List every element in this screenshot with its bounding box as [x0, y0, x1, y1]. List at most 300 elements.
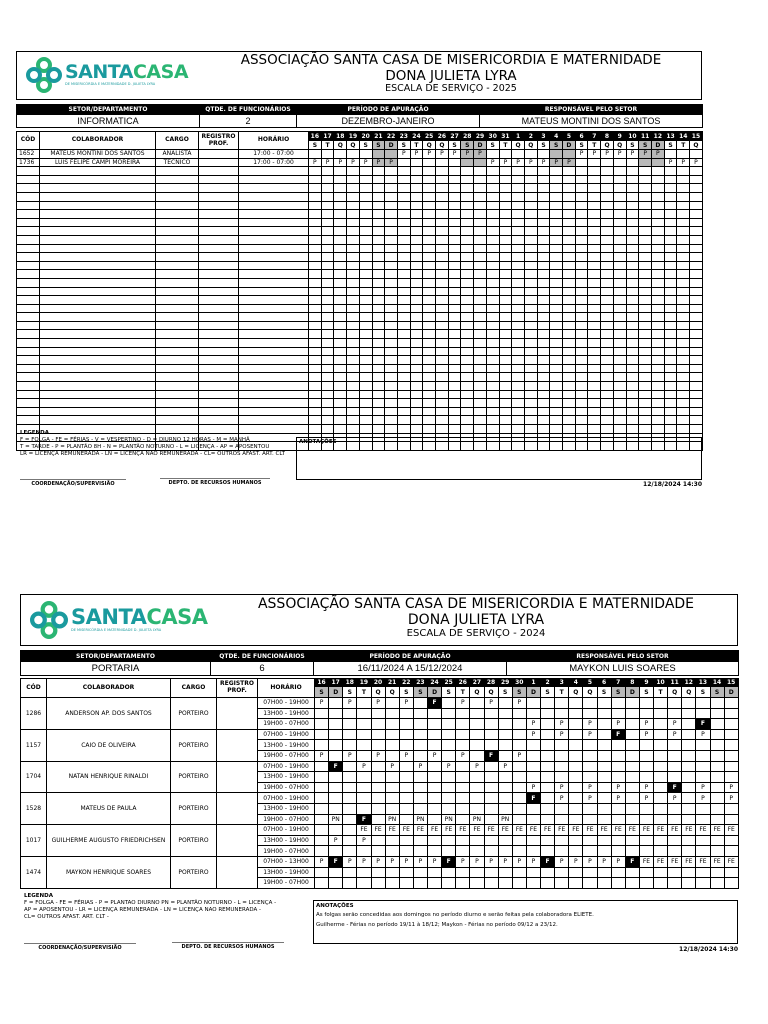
- empty-cell[interactable]: [239, 270, 309, 279]
- empty-cell[interactable]: [423, 184, 436, 193]
- empty-cell[interactable]: [40, 253, 156, 262]
- empty-cell[interactable]: [199, 192, 239, 201]
- schedule-cell[interactable]: [428, 782, 442, 793]
- empty-cell[interactable]: [40, 296, 156, 305]
- schedule-cell[interactable]: [710, 782, 724, 793]
- schedule-cell[interactable]: F: [329, 761, 343, 772]
- empty-cell[interactable]: [664, 313, 677, 322]
- schedule-cell[interactable]: [526, 867, 540, 878]
- schedule-cell[interactable]: [357, 772, 371, 783]
- empty-cell[interactable]: [575, 407, 588, 416]
- schedule-cell[interactable]: [682, 803, 696, 814]
- schedule-cell[interactable]: [309, 150, 322, 159]
- empty-cell[interactable]: [550, 304, 563, 313]
- empty-cell[interactable]: [588, 321, 601, 330]
- empty-cell[interactable]: [334, 382, 347, 391]
- schedule-cell[interactable]: [569, 803, 583, 814]
- schedule-cell[interactable]: [399, 719, 413, 730]
- empty-cell[interactable]: [499, 390, 512, 399]
- schedule-cell[interactable]: [611, 761, 625, 772]
- empty-cell[interactable]: [588, 425, 601, 434]
- schedule-cell[interactable]: [668, 772, 682, 783]
- schedule-cell[interactable]: [696, 708, 710, 719]
- empty-cell[interactable]: [575, 313, 588, 322]
- empty-cell[interactable]: [372, 425, 385, 434]
- schedule-cell[interactable]: [690, 150, 703, 159]
- empty-cell[interactable]: [575, 296, 588, 305]
- empty-cell[interactable]: [334, 227, 347, 236]
- empty-cell[interactable]: [423, 253, 436, 262]
- empty-cell[interactable]: [601, 244, 614, 253]
- empty-cell[interactable]: [499, 218, 512, 227]
- empty-cell[interactable]: [499, 416, 512, 425]
- schedule-cell[interactable]: [541, 761, 555, 772]
- empty-cell[interactable]: [199, 167, 239, 176]
- empty-cell[interactable]: [372, 235, 385, 244]
- schedule-cell[interactable]: [329, 867, 343, 878]
- empty-cell[interactable]: [359, 347, 372, 356]
- empty-cell[interactable]: [664, 364, 677, 373]
- schedule-cell[interactable]: FE: [413, 825, 427, 836]
- schedule-cell[interactable]: [385, 719, 399, 730]
- empty-cell[interactable]: [474, 227, 487, 236]
- schedule-cell[interactable]: [428, 719, 442, 730]
- schedule-cell[interactable]: [654, 698, 668, 709]
- schedule-cell[interactable]: [484, 867, 498, 878]
- empty-cell[interactable]: [40, 313, 156, 322]
- empty-cell[interactable]: [613, 373, 626, 382]
- schedule-cell[interactable]: P: [321, 158, 334, 167]
- schedule-cell[interactable]: P: [456, 698, 470, 709]
- empty-cell[interactable]: [410, 227, 423, 236]
- schedule-cell[interactable]: [456, 719, 470, 730]
- schedule-cell[interactable]: [470, 793, 484, 804]
- schedule-cell[interactable]: [512, 761, 526, 772]
- schedule-cell[interactable]: FE: [569, 825, 583, 836]
- empty-cell[interactable]: [601, 407, 614, 416]
- empty-cell[interactable]: [651, 235, 664, 244]
- empty-cell[interactable]: [321, 270, 334, 279]
- empty-cell[interactable]: [677, 321, 690, 330]
- schedule-cell[interactable]: FE: [357, 825, 371, 836]
- empty-cell[interactable]: [524, 261, 537, 270]
- schedule-cell[interactable]: FE: [597, 825, 611, 836]
- empty-cell[interactable]: [410, 296, 423, 305]
- empty-cell[interactable]: [664, 382, 677, 391]
- schedule-cell[interactable]: F: [668, 782, 682, 793]
- schedule-cell[interactable]: P: [639, 729, 653, 740]
- empty-cell[interactable]: [239, 244, 309, 253]
- schedule-cell[interactable]: [470, 750, 484, 761]
- empty-cell[interactable]: [239, 339, 309, 348]
- schedule-cell[interactable]: P: [526, 719, 540, 730]
- empty-cell[interactable]: [410, 184, 423, 193]
- schedule-cell[interactable]: [682, 835, 696, 846]
- empty-cell[interactable]: [563, 339, 576, 348]
- empty-cell[interactable]: [486, 278, 499, 287]
- schedule-cell[interactable]: [470, 729, 484, 740]
- schedule-cell[interactable]: [541, 698, 555, 709]
- empty-cell[interactable]: [17, 390, 40, 399]
- empty-cell[interactable]: [537, 278, 550, 287]
- schedule-cell[interactable]: [639, 708, 653, 719]
- schedule-cell[interactable]: [484, 761, 498, 772]
- schedule-cell[interactable]: [724, 729, 738, 740]
- empty-cell[interactable]: [448, 278, 461, 287]
- schedule-cell[interactable]: [541, 772, 555, 783]
- schedule-cell[interactable]: F: [625, 856, 639, 867]
- empty-cell[interactable]: [436, 347, 449, 356]
- empty-cell[interactable]: [359, 175, 372, 184]
- empty-cell[interactable]: [436, 244, 449, 253]
- empty-cell[interactable]: [651, 270, 664, 279]
- schedule-cell[interactable]: [583, 750, 597, 761]
- empty-cell[interactable]: [524, 175, 537, 184]
- empty-cell[interactable]: [385, 356, 398, 365]
- schedule-cell[interactable]: [710, 729, 724, 740]
- schedule-cell[interactable]: [413, 729, 427, 740]
- empty-cell[interactable]: [677, 296, 690, 305]
- empty-cell[interactable]: [199, 296, 239, 305]
- empty-cell[interactable]: [601, 287, 614, 296]
- schedule-cell[interactable]: [334, 150, 347, 159]
- empty-cell[interactable]: [199, 321, 239, 330]
- empty-cell[interactable]: [563, 167, 576, 176]
- empty-cell[interactable]: [512, 339, 525, 348]
- empty-cell[interactable]: [550, 390, 563, 399]
- empty-cell[interactable]: [575, 261, 588, 270]
- schedule-cell[interactable]: [611, 835, 625, 846]
- empty-cell[interactable]: [626, 210, 639, 219]
- empty-cell[interactable]: [436, 425, 449, 434]
- empty-cell[interactable]: [651, 330, 664, 339]
- schedule-cell[interactable]: [371, 835, 385, 846]
- empty-cell[interactable]: [321, 399, 334, 408]
- empty-cell[interactable]: [199, 201, 239, 210]
- empty-cell[interactable]: [199, 253, 239, 262]
- empty-cell[interactable]: [436, 287, 449, 296]
- empty-cell[interactable]: [550, 210, 563, 219]
- empty-cell[interactable]: [601, 184, 614, 193]
- empty-cell[interactable]: [474, 373, 487, 382]
- schedule-cell[interactable]: P: [611, 793, 625, 804]
- empty-cell[interactable]: [588, 210, 601, 219]
- schedule-cell[interactable]: [597, 878, 611, 889]
- empty-cell[interactable]: [156, 227, 199, 236]
- empty-cell[interactable]: [17, 210, 40, 219]
- empty-cell[interactable]: [199, 356, 239, 365]
- empty-cell[interactable]: [309, 390, 322, 399]
- schedule-cell[interactable]: P: [664, 158, 677, 167]
- empty-cell[interactable]: [486, 192, 499, 201]
- empty-cell[interactable]: [601, 227, 614, 236]
- empty-cell[interactable]: [156, 235, 199, 244]
- empty-cell[interactable]: [550, 218, 563, 227]
- schedule-cell[interactable]: [569, 867, 583, 878]
- empty-cell[interactable]: [537, 253, 550, 262]
- schedule-cell[interactable]: [329, 719, 343, 730]
- empty-cell[interactable]: [17, 321, 40, 330]
- empty-cell[interactable]: [563, 330, 576, 339]
- empty-cell[interactable]: [199, 347, 239, 356]
- empty-cell[interactable]: [626, 356, 639, 365]
- schedule-cell[interactable]: FE: [710, 856, 724, 867]
- empty-cell[interactable]: [601, 321, 614, 330]
- schedule-cell[interactable]: [639, 835, 653, 846]
- empty-cell[interactable]: [563, 407, 576, 416]
- empty-cell[interactable]: [664, 278, 677, 287]
- schedule-cell[interactable]: [611, 772, 625, 783]
- empty-cell[interactable]: [486, 313, 499, 322]
- schedule-cell[interactable]: [512, 740, 526, 751]
- empty-cell[interactable]: [309, 167, 322, 176]
- empty-cell[interactable]: [626, 167, 639, 176]
- empty-cell[interactable]: [359, 218, 372, 227]
- empty-cell[interactable]: [156, 270, 199, 279]
- empty-cell[interactable]: [639, 270, 652, 279]
- empty-cell[interactable]: [639, 416, 652, 425]
- schedule-cell[interactable]: [682, 793, 696, 804]
- schedule-cell[interactable]: [668, 867, 682, 878]
- empty-cell[interactable]: [512, 235, 525, 244]
- empty-cell[interactable]: [436, 201, 449, 210]
- empty-cell[interactable]: [372, 287, 385, 296]
- empty-cell[interactable]: [575, 416, 588, 425]
- empty-cell[interactable]: [436, 373, 449, 382]
- schedule-cell[interactable]: [357, 793, 371, 804]
- schedule-cell[interactable]: P: [410, 150, 423, 159]
- empty-cell[interactable]: [17, 347, 40, 356]
- empty-cell[interactable]: [448, 201, 461, 210]
- schedule-cell[interactable]: [385, 793, 399, 804]
- empty-cell[interactable]: [239, 218, 309, 227]
- schedule-cell[interactable]: [456, 835, 470, 846]
- empty-cell[interactable]: [461, 347, 474, 356]
- empty-cell[interactable]: [359, 201, 372, 210]
- empty-cell[interactable]: [664, 244, 677, 253]
- empty-cell[interactable]: [524, 287, 537, 296]
- empty-cell[interactable]: [537, 407, 550, 416]
- empty-cell[interactable]: [423, 313, 436, 322]
- schedule-cell[interactable]: [583, 740, 597, 751]
- empty-cell[interactable]: [651, 390, 664, 399]
- empty-cell[interactable]: [321, 167, 334, 176]
- schedule-cell[interactable]: [625, 814, 639, 825]
- empty-cell[interactable]: [474, 184, 487, 193]
- empty-cell[interactable]: [512, 347, 525, 356]
- empty-cell[interactable]: [677, 407, 690, 416]
- empty-cell[interactable]: [486, 373, 499, 382]
- empty-cell[interactable]: [448, 356, 461, 365]
- schedule-cell[interactable]: P: [385, 856, 399, 867]
- empty-cell[interactable]: [677, 261, 690, 270]
- empty-cell[interactable]: [156, 304, 199, 313]
- empty-cell[interactable]: [626, 321, 639, 330]
- empty-cell[interactable]: [601, 235, 614, 244]
- schedule-cell[interactable]: [611, 708, 625, 719]
- empty-cell[interactable]: [359, 192, 372, 201]
- schedule-cell[interactable]: P: [371, 698, 385, 709]
- empty-cell[interactable]: [639, 184, 652, 193]
- schedule-cell[interactable]: FE: [668, 856, 682, 867]
- empty-cell[interactable]: [40, 304, 156, 313]
- empty-cell[interactable]: [639, 356, 652, 365]
- empty-cell[interactable]: [563, 347, 576, 356]
- schedule-cell[interactable]: FE: [512, 825, 526, 836]
- empty-cell[interactable]: [423, 296, 436, 305]
- empty-cell[interactable]: [461, 425, 474, 434]
- empty-cell[interactable]: [486, 321, 499, 330]
- schedule-cell[interactable]: [625, 793, 639, 804]
- empty-cell[interactable]: [461, 201, 474, 210]
- empty-cell[interactable]: [601, 175, 614, 184]
- empty-cell[interactable]: [499, 373, 512, 382]
- empty-cell[interactable]: [474, 244, 487, 253]
- empty-cell[interactable]: [613, 287, 626, 296]
- empty-cell[interactable]: [524, 330, 537, 339]
- schedule-cell[interactable]: P: [347, 158, 360, 167]
- empty-cell[interactable]: [626, 373, 639, 382]
- schedule-cell[interactable]: [428, 835, 442, 846]
- empty-cell[interactable]: [512, 321, 525, 330]
- empty-cell[interactable]: [156, 416, 199, 425]
- empty-cell[interactable]: [664, 201, 677, 210]
- empty-cell[interactable]: [397, 304, 410, 313]
- schedule-cell[interactable]: [442, 867, 456, 878]
- schedule-cell[interactable]: [526, 750, 540, 761]
- empty-cell[interactable]: [537, 347, 550, 356]
- empty-cell[interactable]: [309, 218, 322, 227]
- schedule-cell[interactable]: P: [436, 150, 449, 159]
- empty-cell[interactable]: [550, 192, 563, 201]
- empty-cell[interactable]: [563, 373, 576, 382]
- empty-cell[interactable]: [512, 416, 525, 425]
- empty-cell[interactable]: [17, 261, 40, 270]
- schedule-cell[interactable]: F: [442, 856, 456, 867]
- empty-cell[interactable]: [639, 244, 652, 253]
- schedule-cell[interactable]: P: [668, 719, 682, 730]
- schedule-cell[interactable]: [456, 793, 470, 804]
- empty-cell[interactable]: [588, 270, 601, 279]
- schedule-cell[interactable]: [541, 846, 555, 857]
- schedule-cell[interactable]: [526, 803, 540, 814]
- schedule-cell[interactable]: [710, 846, 724, 857]
- schedule-cell[interactable]: [541, 878, 555, 889]
- empty-cell[interactable]: [588, 192, 601, 201]
- empty-cell[interactable]: [17, 244, 40, 253]
- empty-cell[interactable]: [677, 270, 690, 279]
- schedule-cell[interactable]: [413, 846, 427, 857]
- empty-cell[interactable]: [575, 339, 588, 348]
- empty-cell[interactable]: [626, 227, 639, 236]
- empty-cell[interactable]: [461, 184, 474, 193]
- empty-cell[interactable]: [321, 321, 334, 330]
- empty-cell[interactable]: [626, 382, 639, 391]
- schedule-cell[interactable]: [639, 867, 653, 878]
- empty-cell[interactable]: [385, 192, 398, 201]
- empty-cell[interactable]: [524, 407, 537, 416]
- empty-cell[interactable]: [436, 339, 449, 348]
- empty-cell[interactable]: [512, 253, 525, 262]
- empty-cell[interactable]: [423, 382, 436, 391]
- schedule-cell[interactable]: [682, 814, 696, 825]
- empty-cell[interactable]: [359, 321, 372, 330]
- schedule-cell[interactable]: [696, 761, 710, 772]
- empty-cell[interactable]: [524, 382, 537, 391]
- schedule-cell[interactable]: FE: [456, 825, 470, 836]
- empty-cell[interactable]: [359, 330, 372, 339]
- schedule-cell[interactable]: [329, 772, 343, 783]
- empty-cell[interactable]: [499, 407, 512, 416]
- empty-cell[interactable]: [385, 270, 398, 279]
- schedule-cell[interactable]: P: [499, 158, 512, 167]
- schedule-cell[interactable]: PN: [413, 814, 427, 825]
- empty-cell[interactable]: [334, 313, 347, 322]
- empty-cell[interactable]: [385, 235, 398, 244]
- empty-cell[interactable]: [410, 382, 423, 391]
- empty-cell[interactable]: [321, 244, 334, 253]
- empty-cell[interactable]: [664, 184, 677, 193]
- schedule-cell[interactable]: [357, 698, 371, 709]
- empty-cell[interactable]: [524, 218, 537, 227]
- schedule-cell[interactable]: [498, 835, 512, 846]
- empty-cell[interactable]: [575, 244, 588, 253]
- schedule-cell[interactable]: [484, 729, 498, 740]
- empty-cell[interactable]: [575, 184, 588, 193]
- schedule-cell[interactable]: [682, 708, 696, 719]
- empty-cell[interactable]: [17, 399, 40, 408]
- empty-cell[interactable]: [601, 399, 614, 408]
- schedule-cell[interactable]: P: [399, 856, 413, 867]
- empty-cell[interactable]: [199, 227, 239, 236]
- schedule-cell[interactable]: P: [470, 761, 484, 772]
- schedule-cell[interactable]: [555, 878, 569, 889]
- schedule-cell[interactable]: P: [626, 150, 639, 159]
- schedule-cell[interactable]: [625, 846, 639, 857]
- schedule-cell[interactable]: [442, 740, 456, 751]
- schedule-cell[interactable]: [555, 740, 569, 751]
- schedule-cell[interactable]: [639, 878, 653, 889]
- empty-cell[interactable]: [575, 364, 588, 373]
- empty-cell[interactable]: [239, 390, 309, 399]
- empty-cell[interactable]: [40, 210, 156, 219]
- empty-cell[interactable]: [563, 321, 576, 330]
- empty-cell[interactable]: [385, 261, 398, 270]
- schedule-cell[interactable]: [399, 846, 413, 857]
- empty-cell[interactable]: [309, 227, 322, 236]
- empty-cell[interactable]: [664, 261, 677, 270]
- empty-cell[interactable]: [347, 296, 360, 305]
- empty-cell[interactable]: [461, 373, 474, 382]
- empty-cell[interactable]: [359, 425, 372, 434]
- empty-cell[interactable]: [410, 201, 423, 210]
- empty-cell[interactable]: [321, 347, 334, 356]
- empty-cell[interactable]: [651, 296, 664, 305]
- empty-cell[interactable]: [588, 296, 601, 305]
- empty-cell[interactable]: [651, 175, 664, 184]
- schedule-cell[interactable]: P: [442, 761, 456, 772]
- empty-cell[interactable]: [372, 218, 385, 227]
- empty-cell[interactable]: [334, 287, 347, 296]
- schedule-cell[interactable]: [442, 772, 456, 783]
- empty-cell[interactable]: [524, 347, 537, 356]
- empty-cell[interactable]: [537, 218, 550, 227]
- empty-cell[interactable]: [423, 399, 436, 408]
- schedule-cell[interactable]: FE: [682, 825, 696, 836]
- schedule-cell[interactable]: [329, 782, 343, 793]
- empty-cell[interactable]: [239, 321, 309, 330]
- schedule-cell[interactable]: [470, 878, 484, 889]
